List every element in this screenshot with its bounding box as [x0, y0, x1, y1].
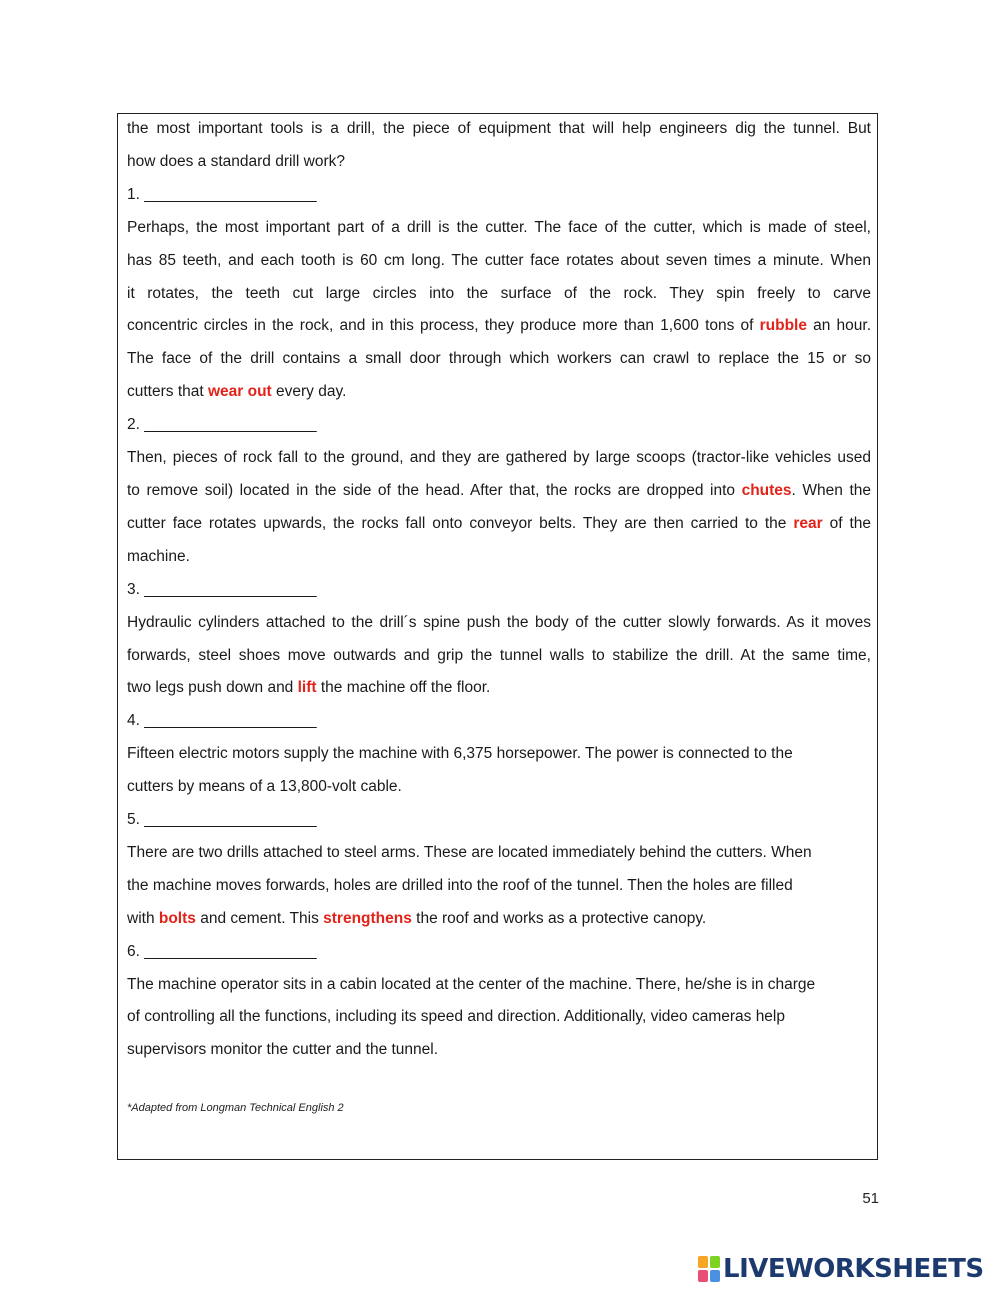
text-segment: Then, pieces of rock fall to the ground, and they are gathered by large scoops (tractor-like vehicles used	[127, 449, 871, 467]
text-line	[127, 475, 871, 508]
text-segment: . When the	[791, 481, 871, 499]
source-note: *Adapted from Longman Technical English 2	[127, 1102, 344, 1114]
text-segment: supervisors monitor the cutter and the tunnel.	[127, 1041, 439, 1059]
vocabulary-keyword: strengthens	[323, 909, 412, 927]
text-segment: with	[127, 909, 159, 927]
text-line	[127, 179, 871, 212]
logo-square	[698, 1256, 708, 1268]
text-line	[127, 607, 871, 640]
text-segment: Hydraulic cylinders attached to the drill´s spine push the body of the cutter slowly forwards. As it moves	[127, 613, 871, 631]
paragraph	[127, 212, 871, 409]
answer-blank[interactable]	[127, 705, 871, 738]
text-line	[127, 1034, 871, 1067]
text-segment: of controlling all the functions, including its speed and direction. Additionally, video cameras help	[127, 1008, 785, 1026]
paragraph	[127, 837, 871, 936]
text-segment: machine.	[127, 547, 190, 565]
text-segment: the roof and works as a protective canopy.	[411, 909, 707, 927]
text-segment: Perhaps, the most important part of a drill is the cutter. The face of the cutter, which is made of steel,	[127, 218, 871, 236]
logo-square	[698, 1270, 708, 1282]
text-line	[127, 870, 871, 903]
liveworksheets-logo[interactable]	[698, 1253, 984, 1285]
text-segment: 4. ____________________	[127, 712, 317, 730]
text-segment: two legs push down and	[127, 679, 298, 697]
brand-name: LIVEWORKSHEETS	[723, 1254, 984, 1284]
text-line	[127, 278, 871, 311]
paragraph	[127, 969, 871, 1068]
text-segment: There are two drills attached to steel arms. These are located immediately behind the cutters. When	[127, 843, 812, 861]
paragraph	[127, 442, 871, 574]
text-line	[127, 705, 871, 738]
paragraph	[127, 607, 871, 706]
vocabulary-keyword: chutes	[741, 481, 792, 499]
text-line	[127, 541, 871, 574]
text-segment: 6. ____________________	[127, 942, 317, 960]
text-line	[127, 376, 871, 409]
text-segment: concentric circles in the rock, and in this process, they produce more than 1,600 tons of	[127, 317, 760, 335]
answer-blank[interactable]	[127, 179, 871, 212]
text-segment: has 85 teeth, and each tooth is 60 cm long. The cutter face rotates about seven times a minute. When	[127, 251, 871, 269]
text-line	[127, 672, 871, 705]
text-line	[127, 409, 871, 442]
text-line	[127, 508, 871, 541]
text-segment: forwards, steel shoes move outwards and grip the tunnel walls to stabilize the drill. At the same time,	[127, 646, 871, 664]
text-segment: 2. ____________________	[127, 416, 317, 434]
text-line	[127, 771, 871, 804]
vocabulary-keyword: rear	[793, 514, 823, 532]
answer-blank[interactable]	[127, 409, 871, 442]
text-line	[127, 903, 871, 936]
text-line	[127, 936, 871, 969]
text-line	[127, 310, 871, 343]
text-line	[127, 1001, 871, 1034]
text-segment: every day.	[271, 383, 347, 401]
vocabulary-keyword: bolts	[158, 909, 196, 927]
text-line	[127, 640, 871, 673]
text-line	[127, 574, 871, 607]
text-line	[127, 343, 871, 376]
text-line	[127, 969, 871, 1002]
text-line	[127, 738, 871, 771]
text-segment: an hour.	[806, 317, 872, 335]
vocabulary-keyword: wear out	[207, 383, 272, 401]
text-line	[127, 113, 871, 146]
text-segment: of the	[822, 514, 871, 532]
text-line	[127, 837, 871, 870]
paragraph	[127, 113, 871, 179]
vocabulary-keyword: lift	[297, 679, 317, 697]
answer-blank[interactable]	[127, 936, 871, 969]
text-line	[127, 804, 871, 837]
text-segment: 1. ____________________	[127, 185, 317, 203]
text-line	[127, 442, 871, 475]
text-segment: Fifteen electric motors supply the machine with 6,375 horsepower. The power is connected to the	[127, 745, 793, 763]
answer-blank[interactable]	[127, 804, 871, 837]
text-segment: the most important tools is a drill, the piece of equipment that will help engineers dig the tunnel. But	[127, 120, 871, 137]
text-segment: cutter face rotates upwards, the rocks fall onto conveyor belts. They are then carried to the	[127, 514, 794, 532]
page-number: 51	[862, 1190, 879, 1207]
reading-text	[127, 113, 871, 1067]
text-segment: 5. ____________________	[127, 811, 317, 829]
text-segment: cutters that	[127, 383, 208, 401]
text-line	[127, 245, 871, 278]
text-segment: 3. ____________________	[127, 580, 317, 598]
text-segment: it rotates, the teeth cut large circles into the surface of the rock. They spin freely to carve	[127, 284, 871, 302]
text-segment: The machine operator sits in a cabin located at the center of the machine. There, he/she is in charge	[127, 975, 816, 993]
text-segment: cutters by means of a 13,800-volt cable.	[127, 778, 402, 796]
text-line	[127, 146, 871, 179]
text-segment: and cement. This	[195, 909, 324, 927]
text-segment: to remove soil) located in the side of the head. After that, the rocks are dropped into	[127, 481, 742, 499]
paragraph	[127, 738, 871, 804]
text-segment: the machine moves forwards, holes are drilled into the roof of the tunnel. Then the holes are filled	[127, 876, 793, 894]
text-segment: The face of the drill contains a small door through which workers can crawl to replace the 15 or so	[127, 350, 871, 368]
vocabulary-keyword: rubble	[759, 317, 807, 335]
logo-square	[710, 1256, 720, 1268]
text-segment: how does a standard drill work?	[127, 152, 345, 170]
liveworksheets-logo-icon	[698, 1256, 720, 1282]
logo-square	[710, 1270, 720, 1282]
text-line	[127, 212, 871, 245]
text-segment: the machine off the floor.	[316, 679, 491, 697]
answer-blank[interactable]	[127, 574, 871, 607]
